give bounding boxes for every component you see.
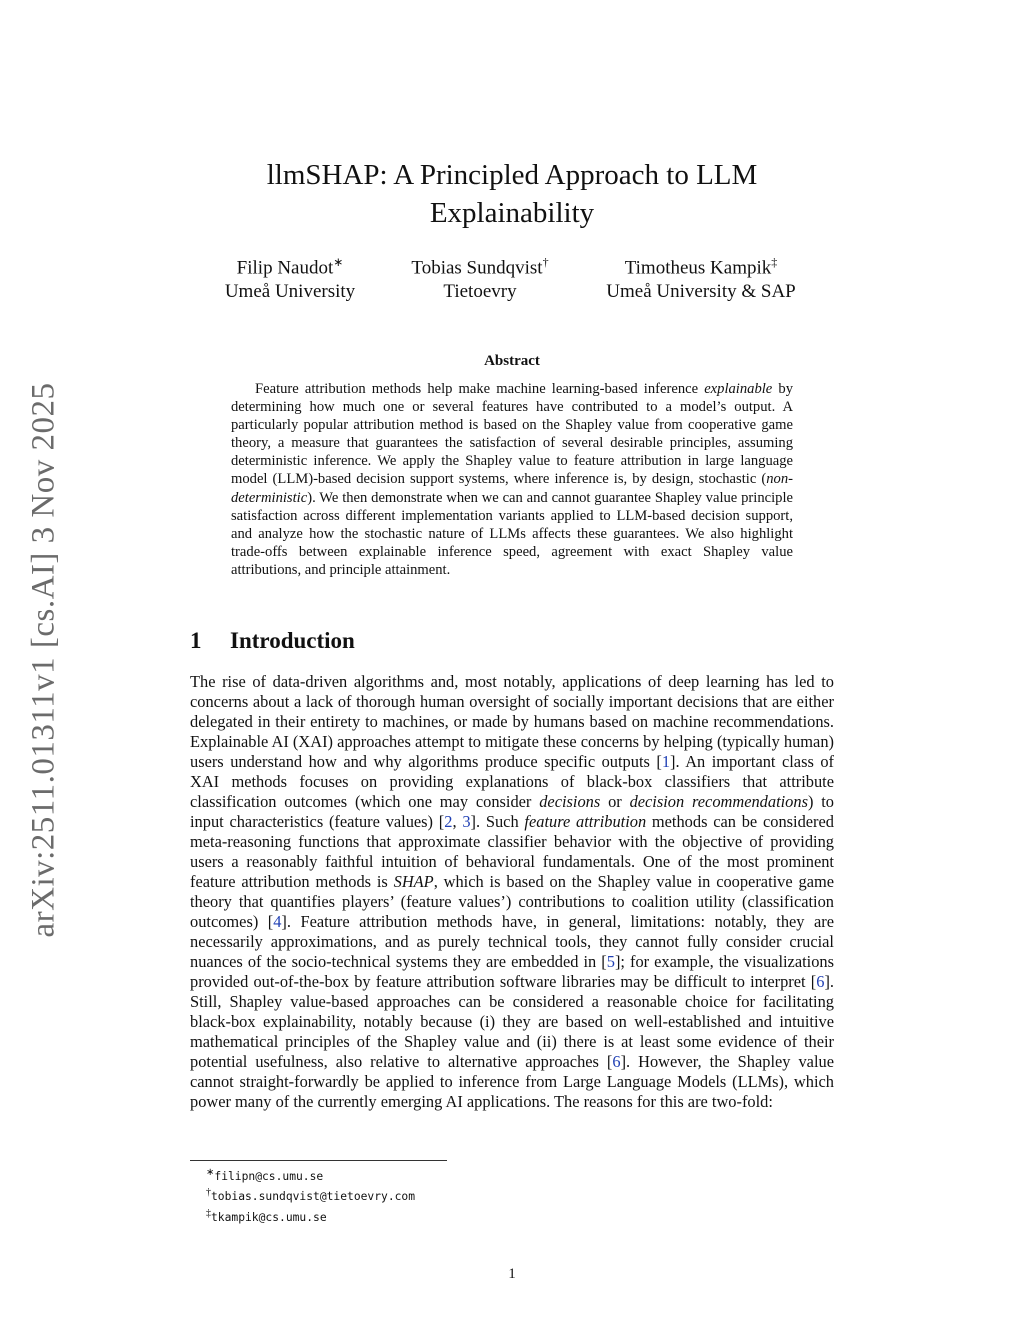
citation-link[interactable]: 1 (661, 752, 671, 771)
emphasis: decisions (539, 792, 601, 811)
title-line-1: llmSHAP: A Principled Approach to LLM (266, 159, 758, 191)
abstract-heading: Abstract (484, 353, 540, 369)
emphasis: decision recommendations (629, 792, 808, 811)
page-number: 1 (508, 1266, 516, 1282)
author-affiliation: Umeå University (224, 281, 356, 303)
emphasis: non-deterministic (231, 471, 793, 506)
citation-link[interactable]: 2 (444, 812, 453, 831)
author-3 (590, 250, 812, 304)
author-affiliation: Umeå University & SAP (606, 281, 796, 303)
footnote-email: filipn@cs.umu.se (214, 1169, 324, 1183)
title-line-2: Explainability (429, 197, 595, 229)
footnote: †tobias.sundqvist@tietoevry.com (206, 1187, 416, 1204)
emphasis: SHAP (393, 872, 434, 891)
introduction-body: The rise of data-driven algorithms and, most notably, applications of deep learning has led to concerns about a lack of thorough human oversight of socially important decisions that are either delegated in their entirety to machines, or made by humans based on machine recommendations. Explainable AI (XAI) approaches attempt to mitigate these concerns by helping (typically human) users understand how and why algorithms produce specific outputs [1]. An important class of XAI methods focuses on providing explanations of black-box classifiers that attribute classification outcomes (which one may consider decisions or decision recommendations) to input characteristics (feature values) [2, 3]. Such feature attribution methods can be considered meta-reasoning functions that approximate classifier behavior with the objective of providing users a reasonably faithful intuition of behavioral fundamentals. One of the most prominent feature attribution methods is SHAP, which is based on the Shapley value in cooperative game theory that quantifies players’ (feature values’) contributions to coalition utility (classification outcomes) [4]. Feature attribution methods have, in general, limitations: notably, they are necessarily approximations, and as purely technical tools, they cannot fully consider crucial nuances of the socio-technical systems they are embedded in [5]; for example, the visualizations provided out-of-the-box by feature attribution software libraries may be difficult to interpret [6]. Still, Shapley value-based approaches can be considered a reasonable choice for facilitating black-box explainability, notably because (i) they are based on well-established and intuitive mathematical principles of the Shapley value and (ii) there is at least some evidence of their potential usefulness, also relative to alternative approaches [6]. However, the Shapley value cannot straight-forwardly be applied to inference from Large Language Models (LLMs), which power many of the currently emerging AI applications. The reasons for this are two-fold: (190, 672, 834, 1111)
author-affiliation: Tietoevry (443, 281, 517, 303)
citation-link[interactable]: 6 (816, 972, 825, 991)
footnote-email: tobias.sundqvist@tietoevry.com (211, 1190, 416, 1204)
author-mark: ‡ (771, 255, 778, 269)
author-name: Filip Naudot (236, 257, 334, 279)
emphasis: feature attribution (524, 812, 647, 831)
author-1 (215, 250, 365, 304)
section-title: Introduction (230, 628, 355, 653)
footnote: ‡tkampik@cs.umu.se (206, 1207, 327, 1224)
citation-link[interactable]: 5 (606, 952, 615, 971)
emphasis: explainable (704, 381, 773, 397)
citation-link[interactable]: 6 (612, 1052, 621, 1071)
footnote: ∗filipn@cs.umu.se (206, 1167, 324, 1183)
arxiv-identifier: arXiv:2511.01311v1 [cs.AI] 3 Nov 2025 (25, 382, 62, 938)
author-mark: † (542, 255, 549, 269)
footnotes (206, 1165, 415, 1226)
author-name: Tobias Sundqvist (411, 257, 543, 279)
footnote-divider (190, 1160, 447, 1161)
citation-link[interactable]: 3 (462, 812, 471, 831)
citation-link[interactable]: 4 (273, 912, 282, 931)
section-heading (190, 628, 355, 654)
author-2 (398, 250, 562, 304)
author-mark: ∗ (333, 255, 344, 269)
section-number: 1 (190, 628, 202, 653)
abstract-body: Feature attribution methods help make machine learning-based inference explainable by determining how much one or several features have contributed to a model’s output. A particularly popular attribution method is based on the Shapley value from cooperative game theory, a measure that guarantees the satisfaction of several desirable principles, assuming deterministic inference. We apply the Shapley value to feature attribution in large language model (LLM)-based decision support systems, where inference is, by design, stochastic (non-deterministic). We then demonstrate when we can and cannot guarantee Shapley value principle satisfaction across different implementation variants applied to LLM-based decision support, and analyze how the stochastic nature of LLMs affects these guarantees. We also highlight trade-offs between explainable inference speed, agreement with exact Shapley value attributions, and principle attainment. (231, 381, 793, 578)
paper-title (190, 156, 834, 232)
footnote-email: tkampik@cs.umu.se (211, 1210, 327, 1224)
author-name: Timotheus Kampik (624, 257, 772, 279)
